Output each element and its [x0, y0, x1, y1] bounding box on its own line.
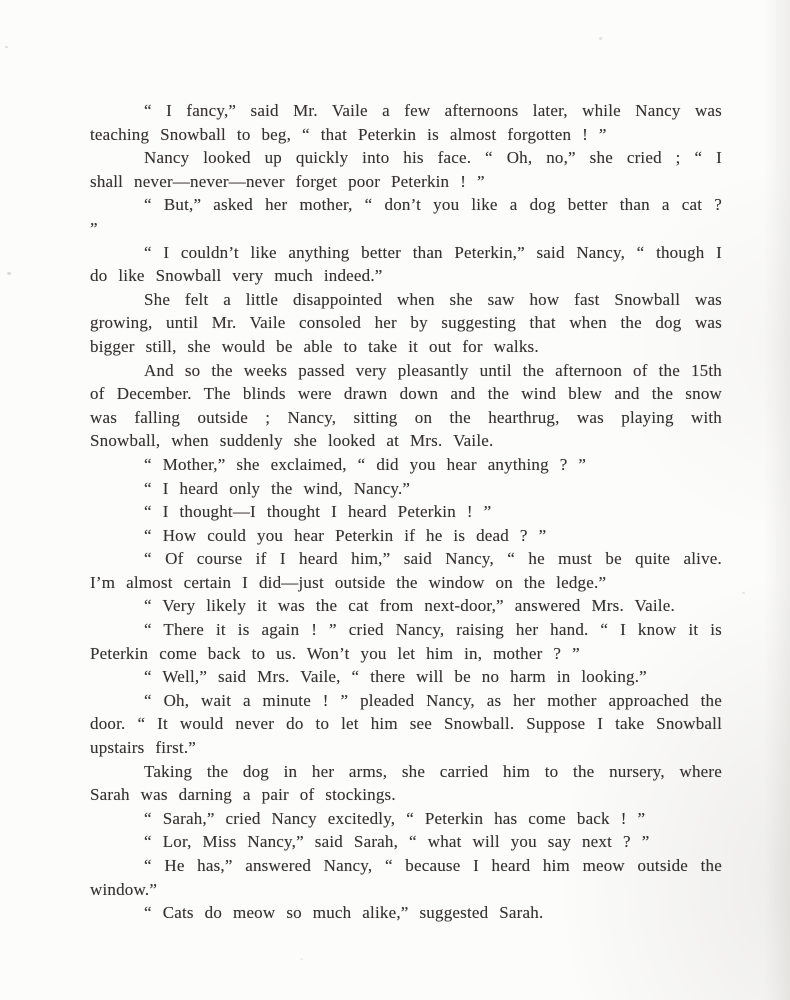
page-text-block	[90, 99, 722, 925]
story-paragraph: “ Well,” said Mrs. Vaile, “ there will be no harm in looking.”	[144, 667, 647, 687]
story-paragraph: “ There it is again ! ” cried Nancy, raising her hand. “ I know it is Peterkin come back to us. Won’t you let him in, mother ? ”	[90, 620, 722, 663]
story-paragraph: And so the weeks passed very pleasantly until the afternoon of the 15th of December. The blinds were drawn down and the wind blew and the snow was falling outside ; Nancy, sitting on the hearthrug, was playing with Snowball, when suddenly she looked at Mrs. Vaile.	[90, 360, 722, 451]
scan-speck	[742, 592, 745, 594]
story-paragraph: “ But,” asked her mother, “ don’t you like a dog better than a cat ? ”	[90, 195, 722, 238]
scan-speck	[5, 46, 8, 48]
story-paragraph: “ I couldn’t like anything better than Peterkin,” said Nancy, “ though I do like Snowball very much indeed.”	[90, 242, 722, 286]
scan-speck	[7, 272, 11, 275]
story-paragraph: “ Cats do meow so much alike,” suggested Sarah.	[144, 903, 544, 923]
story-paragraph: “ I thought—I thought I heard Peterkin ! ”	[144, 502, 492, 522]
story-paragraph: “ How could you hear Peterkin if he is dead ? ”	[144, 525, 547, 545]
story-paragraph: “ I fancy,” said Mr. Vaile a few afternoons later, while Nancy was teaching Snowball to beg, “ that Peterkin is almost forgotten ! ”	[90, 101, 722, 144]
story-paragraph: “ I heard only the wind, Nancy.”	[144, 478, 411, 498]
story-paragraph: “ Sarah,” cried Nancy excitedly, “ Peterkin has come back ! ”	[144, 808, 646, 828]
story-paragraph: “ Lor, Miss Nancy,” said Sarah, “ what will you say next ? ”	[144, 832, 650, 852]
story-paragraph: “ He has,” answered Nancy, “ because I heard him meow outside the window.”	[90, 856, 722, 899]
story-paragraph: Taking the dog in her arms, she carried him to the nursery, where Sarah was darning a pair of stockings.	[90, 761, 722, 805]
scan-speck	[599, 37, 602, 40]
scan-speck	[300, 958, 303, 960]
scan-speck	[97, 180, 100, 182]
story-paragraph: “ Oh, wait a minute ! ” pleaded Nancy, as her mother approached the door. “ It would never do to let him see Snowball. Suppose I take Snowball upstairs first.”	[90, 690, 722, 758]
story-paragraph: Nancy looked up quickly into his face. “ Oh, no,” she cried ; “ I shall never—never—never forget poor Peterkin ! ”	[90, 148, 722, 191]
story-paragraph: “ Of course if I heard him,” said Nancy, “ he must be quite alive. I’m almost certain I did—just outside the window on the ledge.”	[90, 549, 722, 592]
scan-edge-shadow	[764, 0, 790, 1000]
story-paragraph: “ Mother,” she exclaimed, “ did you hear anything ? ”	[144, 454, 587, 474]
story-paragraph: “ Very likely it was the cat from next-door,” answered Mrs. Vaile.	[144, 596, 675, 616]
story-paragraph: She felt a little disappointed when she saw how fast Snowball was growing, until Mr. Vaile consoled her by suggesting that when the dog was bigger still, she would be able to take it out for walks.	[90, 289, 722, 356]
